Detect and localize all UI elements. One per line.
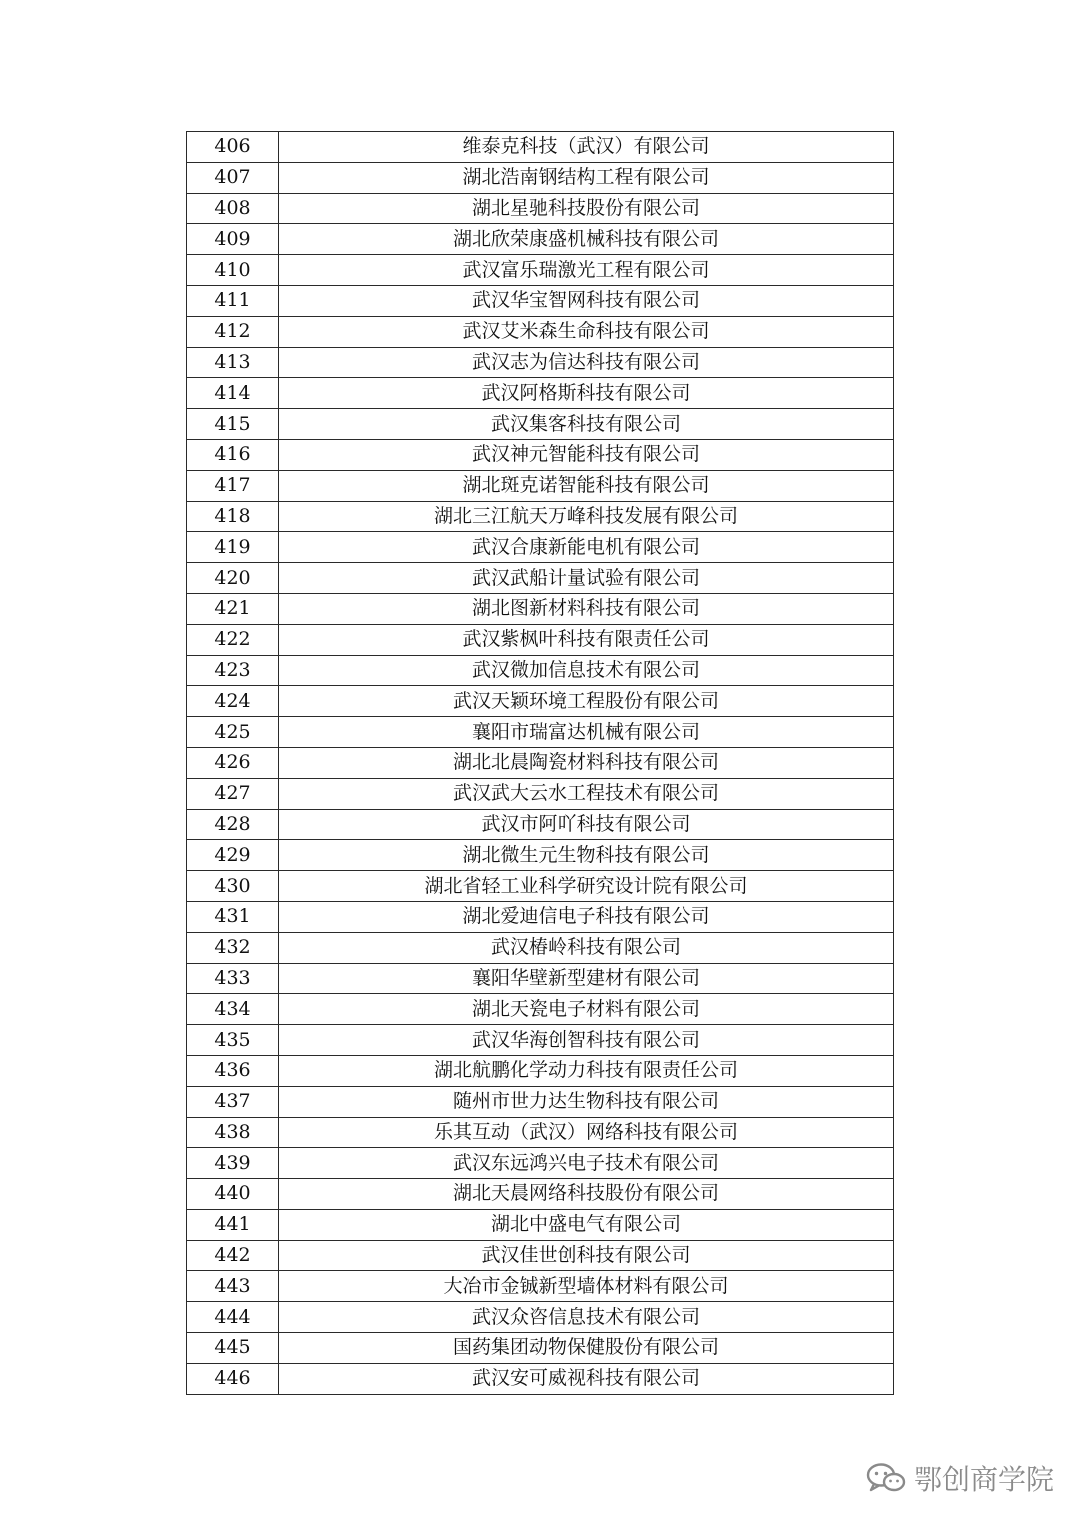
row-number: 407 [187,162,279,193]
company-name: 湖北欣荣康盛机械科技有限公司 [279,224,894,255]
company-name: 襄阳市瑞富达机械有限公司 [279,717,894,748]
row-number: 425 [187,717,279,748]
row-number: 424 [187,686,279,717]
company-name: 国药集团动物保健股份有限公司 [279,1333,894,1364]
company-name: 湖北爱迪信电子科技有限公司 [279,901,894,932]
company-name: 武汉天颖环境工程股份有限公司 [279,686,894,717]
table-row [187,1333,894,1364]
table-row [187,809,894,840]
table-row [187,162,894,193]
table-row [187,439,894,470]
table-row [187,501,894,532]
row-number: 412 [187,316,279,347]
company-name: 湖北微生元生物科技有限公司 [279,840,894,871]
table-row [187,932,894,963]
company-name: 武汉武船计量试验有限公司 [279,563,894,594]
company-name: 湖北省轻工业科学研究设计院有限公司 [279,871,894,902]
table-row [187,285,894,316]
table-row [187,717,894,748]
company-name: 武汉紫枫叶科技有限责任公司 [279,624,894,655]
table-row [187,132,894,163]
table-row [187,593,894,624]
row-number: 411 [187,285,279,316]
table-row [187,347,894,378]
table-row [187,532,894,563]
wechat-icon [866,1462,906,1494]
company-name: 武汉阿格斯科技有限公司 [279,378,894,409]
row-number: 446 [187,1363,279,1394]
row-number: 429 [187,840,279,871]
company-name: 湖北中盛电气有限公司 [279,1209,894,1240]
row-number: 415 [187,409,279,440]
table-row [187,1271,894,1302]
company-name: 武汉华宝智网科技有限公司 [279,285,894,316]
table-row [187,1209,894,1240]
table-row [187,409,894,440]
table-row [187,316,894,347]
row-number: 433 [187,963,279,994]
table-row [187,378,894,409]
table-row [187,1055,894,1086]
company-name: 湖北天晨网络科技股份有限公司 [279,1179,894,1210]
table-row [187,1148,894,1179]
company-name: 湖北三江航天万峰科技发展有限公司 [279,501,894,532]
row-number: 409 [187,224,279,255]
table-row [187,686,894,717]
company-name: 武汉佳世创科技有限公司 [279,1240,894,1271]
row-number: 416 [187,439,279,470]
row-number: 417 [187,470,279,501]
table-row [187,1240,894,1271]
row-number: 443 [187,1271,279,1302]
table-row [187,193,894,224]
company-name: 乐其互动（武汉）网络科技有限公司 [279,1117,894,1148]
row-number: 421 [187,593,279,624]
row-number: 439 [187,1148,279,1179]
company-name: 武汉集客科技有限公司 [279,409,894,440]
company-name: 武汉武大云水工程技术有限公司 [279,778,894,809]
table-row [187,563,894,594]
row-number: 427 [187,778,279,809]
company-name: 湖北星驰科技股份有限公司 [279,193,894,224]
row-number: 406 [187,132,279,163]
table-row [187,255,894,286]
table-row [187,1117,894,1148]
row-number: 423 [187,655,279,686]
row-number: 419 [187,532,279,563]
table-row [187,994,894,1025]
table-row [187,470,894,501]
row-number: 445 [187,1333,279,1364]
company-name: 湖北浩南钢结构工程有限公司 [279,162,894,193]
row-number: 418 [187,501,279,532]
row-number: 441 [187,1209,279,1240]
row-number: 444 [187,1302,279,1333]
row-number: 413 [187,347,279,378]
table-row [187,1025,894,1056]
company-name: 湖北斑克诺智能科技有限公司 [279,470,894,501]
table-row [187,1086,894,1117]
table-row [187,224,894,255]
company-name: 武汉合康新能电机有限公司 [279,532,894,563]
row-number: 440 [187,1179,279,1210]
row-number: 422 [187,624,279,655]
table-row [187,655,894,686]
row-number: 430 [187,871,279,902]
table-body [187,132,894,1395]
company-name: 武汉众咨信息技术有限公司 [279,1302,894,1333]
watermark [866,1458,1054,1498]
table-row [187,1179,894,1210]
company-name: 维泰克科技（武汉）有限公司 [279,132,894,163]
row-number: 434 [187,994,279,1025]
table-row [187,871,894,902]
row-number: 435 [187,1025,279,1056]
company-list-table [186,131,894,1395]
table-row [187,747,894,778]
row-number: 414 [187,378,279,409]
table-row [187,1302,894,1333]
row-number: 438 [187,1117,279,1148]
company-name: 湖北图新材料科技有限公司 [279,593,894,624]
row-number: 431 [187,901,279,932]
row-number: 436 [187,1055,279,1086]
company-name: 湖北北晨陶瓷材料科技有限公司 [279,747,894,778]
company-name: 武汉华海创智科技有限公司 [279,1025,894,1056]
row-number: 437 [187,1086,279,1117]
company-name: 武汉椿岭科技有限公司 [279,932,894,963]
row-number: 420 [187,563,279,594]
company-name: 武汉安可威视科技有限公司 [279,1363,894,1394]
company-name: 武汉神元智能科技有限公司 [279,439,894,470]
row-number: 426 [187,747,279,778]
company-name: 武汉艾米森生命科技有限公司 [279,316,894,347]
table-row [187,963,894,994]
company-name: 湖北航鹏化学动力科技有限责任公司 [279,1055,894,1086]
company-name: 武汉市阿吖科技有限公司 [279,809,894,840]
company-list-table-wrapper [186,131,894,1395]
company-name: 湖北天瓷电子材料有限公司 [279,994,894,1025]
row-number: 432 [187,932,279,963]
table-row [187,1363,894,1394]
row-number: 408 [187,193,279,224]
row-number: 410 [187,255,279,286]
table-row [187,624,894,655]
company-name: 武汉富乐瑞激光工程有限公司 [279,255,894,286]
table-row [187,901,894,932]
company-name: 武汉微加信息技术有限公司 [279,655,894,686]
row-number: 428 [187,809,279,840]
row-number: 442 [187,1240,279,1271]
table-row [187,840,894,871]
company-name: 武汉东远鸿兴电子技术有限公司 [279,1148,894,1179]
company-name: 襄阳华壁新型建材有限公司 [279,963,894,994]
watermark-text: 鄂创商学院 [914,1463,1055,1496]
company-name: 大冶市金铖新型墙体材料有限公司 [279,1271,894,1302]
company-name: 随州市世力达生物科技有限公司 [279,1086,894,1117]
company-name: 武汉志为信达科技有限公司 [279,347,894,378]
table-row [187,778,894,809]
